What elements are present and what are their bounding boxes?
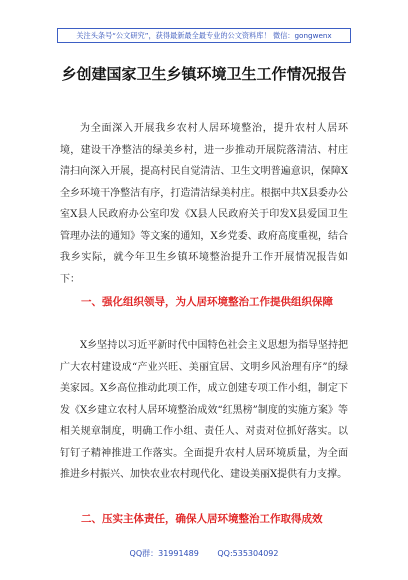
section-heading-1: 一、强化组织领导，为人居环境整治工作提供组织保障 bbox=[81, 296, 333, 308]
section-1-paragraph: X乡坚持以习近平新时代中国特色社会主义思想为指导坚持把广大农村建设成“产业兴旺、美丽宜居、文明乡风治理有序”的绿美家园。X乡高位推动此项工作，成立创建专项工作小组，制定下发《X乡建立农村人居环境整治成效“红黑榜”制度的实施方案》等相关规章制度，明确工作小组、责任人、对责对位抓好落实。以钉钉子精神推进工作落实。全面提升农村人居环境质量，为全面推进乡村振兴、加快农业农村现代化、建设美丽X提供有力支撑。 bbox=[60, 340, 348, 480]
intro-paragraph: 为全面深入开展我乡农村人居环境整治，提升农村人居环境，建设干净整洁的绿美乡村，进一步推动开展院落清洁、村庄清扫向深入开展，提高村民自觉清洁、卫生文明普遍意识，保障X全乡环境干净整洁有序，打造清洁绿美村庄。根据中共X县委办公室X县人民政府办公室印发《X县人民政府关于印发X县爱国卫生管理办法的通知》等文案的通知，X乡党委、政府高度重视，结合我乡实际，就今年卫生乡镇环境整治提升工作开展情况报告如下： bbox=[60, 123, 348, 285]
document-title: 乡创建国家卫生乡镇环境卫生工作情况报告 bbox=[61, 65, 347, 83]
qq-group-text: QQ群：31991489 bbox=[129, 549, 199, 558]
top-banner: 关注头条号“公文研究”，获得最新最全最专业的公文资料库！ 微信：gongwenx bbox=[57, 28, 351, 43]
footer-contact bbox=[0, 546, 408, 562]
qq-text: QQ:535304092 bbox=[217, 549, 279, 558]
section-heading-2: 二、压实主体责任，确保人居环境整治工作取得成效 bbox=[81, 513, 323, 525]
